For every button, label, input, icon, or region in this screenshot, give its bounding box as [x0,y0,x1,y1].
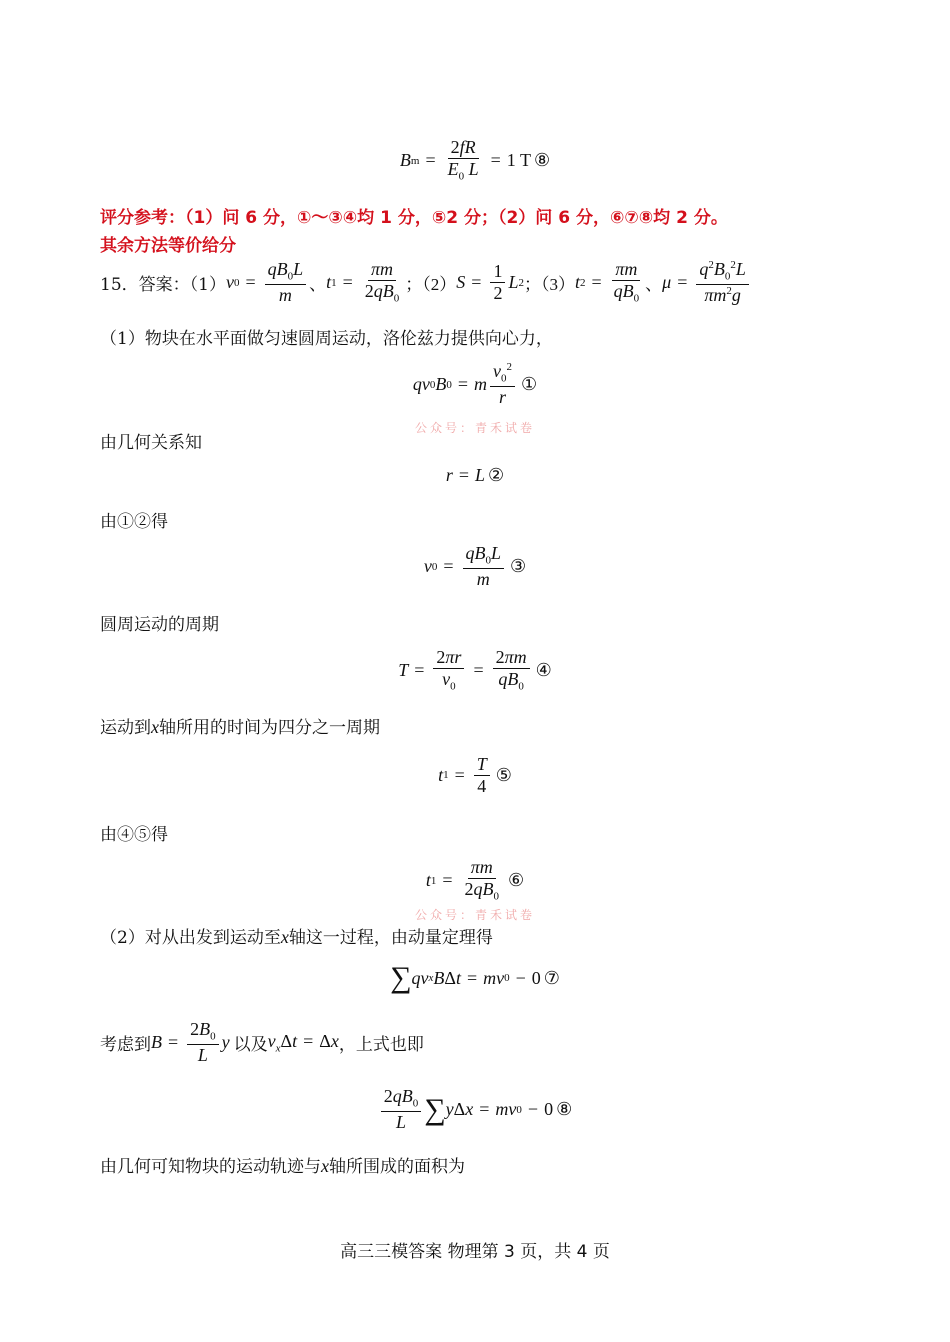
text-p5: 运动到x轴所用的时间为四分之一周期 [100,717,380,738]
text-p2: 由几何关系知 [100,433,202,453]
equation-7: ∑ qv x B Δ t = mv 0 − 0 ⑦ [390,961,560,994]
marker-2: ② [488,465,505,486]
equation-2: r = L ② [445,465,505,486]
equation-1: qv 0 B 0 = m $\frac{v_0^2}{r}$ ① [412,361,538,408]
text-p6: 由④⑤得 [100,825,168,845]
equation-8: $\frac{2qB_0}{L}$ ∑ y Δ x = mv 0 − 0 ⑧ [0,1087,950,1132]
watermark-2: 公众号：青禾试卷 [414,908,535,922]
marker-5: ⑤ [495,764,512,786]
text-p4: 圆周运动的周期 [100,615,219,635]
equation-6: t 1 = $\frac{\pi m}{2qB_0}$ ⑥ [425,857,525,903]
answer-prefix: 15．答案：（1） [100,275,226,296]
marker-7: ⑦ [543,967,560,989]
equation-3: v 0 = $\frac{qB_0L}{m}$ ③ [423,543,527,590]
text-p3: 由①②得 [100,512,168,532]
marker-8b: ⑧ [556,1099,573,1121]
answer-part2: ；（2） [405,275,457,295]
answer-sep2: 、 [645,275,663,295]
marker-4: ④ [535,660,552,682]
marker-8: ⑧ [533,150,551,172]
equation-5: t 1 = $\frac{T}{4}$ ⑤ [438,754,512,796]
text-p7: （2）对从出发到运动至x轴这一过程，由动量定理得 [100,927,493,948]
answer-sep1: 、 [309,275,327,295]
equation-4: T = $\frac{2\pi r}{v_0}$ = $\frac{2\pi m}{qB_0}$ ④ [398,647,552,693]
text-p9: 由几何可知物块的运动轨迹与x轴所围成的面积为 [100,1156,465,1177]
watermark-1: 公众号：青禾试卷 [414,421,535,435]
marker-1: ① [521,374,538,396]
equation-bm: B m = $\frac{2fR}{E_0 L}$ = 1 T ⑧ [399,137,551,183]
answer-15: 15．答案：（1） v 0 = $\frac{qB_0L}{m}$ 、 t 1 = $\frac{\pi m}{2qB_0}$ ；（2） S = $\frac{1}{2}$ L 2 ；（3） t 2 = $\frac{\pi m}{qB_0}$ 、 μ = $\frac{q^2B_0^2L}{\pi m^2g}$ [100,260,752,305]
scoring-note-line1: 评分参考：（1）问 6 分，①～③④均 1 分，⑤2 分；（2）问 6 分，⑥⑦⑧均 2 分。 [100,208,728,228]
text-p8: 考虑到 B = $\frac{2B_0}{L}$ y 以及 $v_x\Delta t = \Delta x$ ，上式也即 [100,1019,424,1066]
scoring-note-line2: 其余方法等价给分 [100,236,236,256]
page-footer: 高三三模答案 物理第 3 页，共 4 页 [340,1242,610,1262]
text-p1: （1）物块在水平面做匀速圆周运动，洛伦兹力提供向心力， [100,329,553,349]
answer-part3: ；（3） [523,275,575,295]
marker-3: ③ [510,556,527,578]
marker-6: ⑥ [508,870,525,892]
